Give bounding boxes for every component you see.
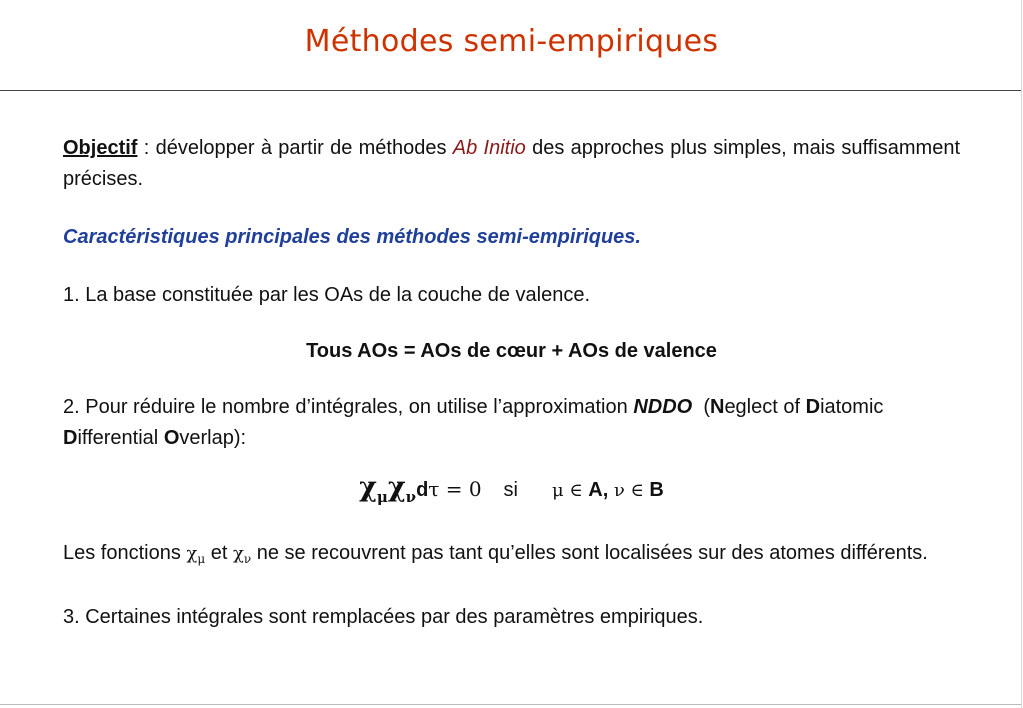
- functions-paragraph: [63, 538, 960, 575]
- slide-title: Méthodes semi-empiriques: [304, 24, 719, 59]
- chi-mu-inline: χ: [186, 543, 198, 564]
- d-symbol: d: [416, 479, 429, 501]
- objective-label: Objectif: [63, 137, 138, 159]
- bottom-divider: [0, 704, 1021, 705]
- objective-paragraph: [63, 133, 960, 195]
- nu-subscript: ν: [405, 488, 417, 506]
- letter-d1: D: [805, 396, 821, 418]
- atom-a: A,: [582, 479, 609, 501]
- differential-rest: ifferential: [77, 427, 164, 449]
- functions-before: Les fonctions: [63, 542, 187, 564]
- nddo-formula: [63, 472, 960, 513]
- item-2: [63, 392, 960, 454]
- mu-in: μ ∈: [552, 480, 583, 501]
- si-word: si: [503, 479, 518, 501]
- chi-symbol-2: χ: [387, 472, 406, 503]
- tau-equals-zero: τ = 0: [428, 477, 482, 501]
- section-subheading: Caractéristiques principales des méthodes semi-empiriques.: [63, 226, 641, 248]
- nddo-acronym: NDDO: [633, 396, 693, 418]
- objective-text-after: des approches plus simples, mais suffisamment précises.: [63, 137, 960, 190]
- title-divider: [0, 90, 1021, 91]
- letter-o: O: [163, 427, 180, 449]
- diatomic-rest: iatomic: [820, 396, 884, 418]
- functions-after: ne se recouvrent pas tant qu’elles sont localisées sur des atomes différents.: [251, 542, 928, 564]
- nu-in: ν ∈: [613, 480, 644, 501]
- chi-symbol: χ: [359, 472, 377, 503]
- letter-d2: D: [63, 427, 78, 449]
- neglect-rest: eglect of: [724, 396, 806, 418]
- mu-inline-sub: μ: [197, 552, 206, 566]
- slide-right-border: [1021, 0, 1022, 708]
- objective-text-before: : développer à partir de méthodes: [137, 137, 453, 159]
- nu-inline-sub: ν: [243, 552, 252, 566]
- slide-content: [63, 133, 960, 633]
- paren-open: (: [692, 396, 710, 418]
- letter-n: N: [709, 396, 725, 418]
- atom-b: B: [643, 479, 664, 501]
- overlap-rest: verlap):: [179, 427, 247, 449]
- item-3: 3. Certaines intégrales sont remplacées par des paramètres empiriques.: [63, 606, 704, 628]
- item-2-text: 2. Pour réduire le nombre d’intégrales, on utilise l’approximation: [63, 396, 634, 418]
- chi-nu-inline: χ: [232, 543, 244, 564]
- item-1: 1. La base constituée par les OAs de la couche de valence.: [63, 284, 591, 306]
- mu-subscript: μ: [376, 488, 388, 506]
- functions-et: et: [205, 542, 233, 564]
- equation-aos: Tous AOs = AOs de cœur + AOs de valence: [306, 340, 717, 362]
- ab-initio-term: Ab Initio: [452, 137, 526, 159]
